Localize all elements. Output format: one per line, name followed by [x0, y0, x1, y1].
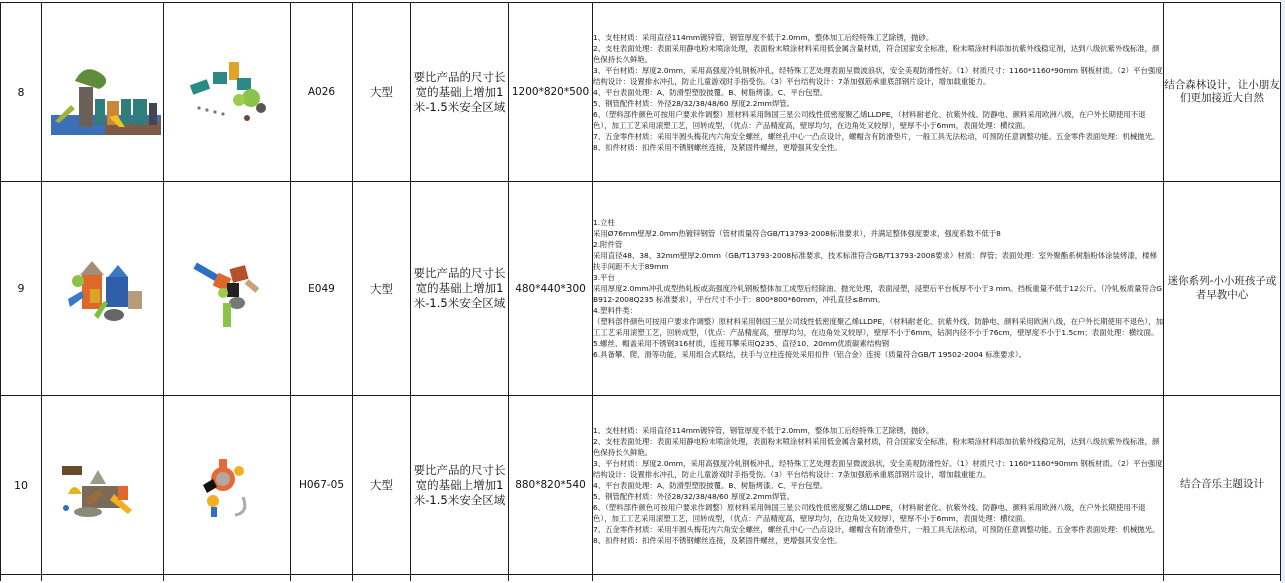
spec-line: 7、五金零件材质：采用半圆头梅花内六角安全螺丝，螺丝孔中心一凸点设计，螺帽含有防滑垫片，一般工具无法松动，可预防任意调整功能。五金零件表面处理：机械抛光。 — [593, 131, 1160, 141]
product-type: 大型 — [353, 396, 411, 575]
material-spec — [593, 182, 1164, 396]
spec-line: 3、平台材质：厚度2.0mm，采用高强度冷轧钢板冲孔，经特殊工艺处理表面呈微波浪状，安全美观防滑性好。（1）材质尺寸：1160*1160*90mm 钢板材质。（2）平台强度结构设计：设置排水冲孔，防止儿童游戏时手指受伤。（3）平台结构设计：7条加强筋承重底部钢片设计，增加载重能力。 — [593, 458, 1163, 479]
spec-line: 采用Ø76mm壁厚2.0mm热镀锌钢管（管材质量符合GB/T13793-2008标准要求），并满足整体强度要求，强度系数不低于8 — [593, 229, 1001, 238]
spec-line: 2.附件管 — [593, 240, 623, 249]
spec-line: 5、钢管配件材质：外径28/32/38/48/60 厚度2.2mm焊管。 — [593, 98, 795, 108]
spec-line: 5、钢管配件材质：外径28/32/38/48/60 厚度2.2mm焊管。 — [593, 491, 795, 501]
spec-line: 采用厚度2.0mm冲孔成型热轧板或高强度冷轧钢板整体加工成型后经除油、抛光处理，表面浸塑，浸塑后平台板厚不小于3 mm。挡板重量不低于12公斤。（冷轧板质量符合GB912-2008Q235 标准要求），平台尺寸不小于：800*800*60mm，冲孔直径≤8mm。 — [593, 284, 1162, 304]
spec-line: 8、扣件材质：扣件采用不锈钢螺丝连接，及紧固件螺丝，更增强其安全性。 — [593, 142, 842, 152]
material-spec — [593, 3, 1164, 182]
safety-area: 要比产品的尺寸长宽的基础上增加1米-1.5米安全区域 — [411, 3, 509, 182]
spec-line: 采用直径48、38、32mm壁厚2.0mm（GB/T13793-2008标准要求，技术标准符合GB/T13793-2008要求）材质：焊管；表面处理：室外聚酯系树脂粉体涂装烤漆，楼梯扶手间距不大于89mm — [593, 251, 1157, 271]
table-row — [1, 396, 1281, 575]
spec-line: 4、平台表面处理：A、防滑型塑胶披覆。B、树脂烤漆。C、平台包塑。 — [593, 87, 828, 97]
empty-cell — [353, 575, 411, 582]
product-code: A026 — [291, 3, 353, 182]
product-image-cell — [42, 182, 164, 396]
empty-cell — [509, 575, 593, 582]
product-code: E049 — [291, 182, 353, 396]
spec-line: 4、平台表面处理：A、防滑型塑胶披覆。B、树脂烤漆。C、平台包塑。 — [593, 480, 828, 490]
product-image-cell — [42, 3, 164, 182]
playground-render-image[interactable] — [58, 464, 148, 524]
product-plan-cell — [164, 182, 291, 396]
spec-line: 6、（塑料部件颜色可按用户要求作调整）原材料采用韩国三星公司线性低密度聚乙烯LLDPE，（材料耐老化、抗紫外线、防静电、颜料采用欧洲八级，在户外长期使用不退色），加工工艺采用滚塑工艺，回转成型，（优点：产品精度高，壁厚均匀，在边角处又较厚），壁厚不小于6mm，表面处理：横纹面。 — [593, 502, 1146, 523]
playground-render-image[interactable] — [45, 51, 161, 141]
spec-line: 2、支柱表面处理：表面采用静电粉末喷涂处理，表面粉末喷涂材料采用低金属含量材质，符合国家安全标准，粉末喷涂材料添加抗紫外线稳定剂，达到八级抗紫外线标准，颜色保持长久鲜艳。 — [593, 43, 1160, 64]
product-size: 480*440*300 — [509, 182, 593, 396]
playground-plan-image[interactable] — [197, 457, 257, 527]
empty-cell — [164, 575, 291, 582]
product-code: H067-05 — [291, 396, 353, 575]
empty-cell — [1, 575, 42, 582]
design-concept: 结合音乐主题设计 — [1164, 396, 1281, 575]
row-number: 8 — [1, 3, 42, 182]
spec-line: 6、（塑料部件颜色可按用户要求作调整）原材料采用韩国三星公司线性低密度聚乙烯LLDPE，（材料耐老化、抗紫外线、防静电、颜料采用欧洲八级，在户外长期使用不退色），加工工艺采用滚塑工艺，回转成型，（优点：产品精度高，壁厚均匀，在边角处又较厚），壁厚不小于6mm，表面处理：横纹面。 — [593, 109, 1146, 130]
design-concept: 迷你系列-小小班孩子或者早教中心 — [1164, 182, 1281, 396]
spec-line: 1、支柱材质：采用直径114mm镀锌管，钢管厚度不低于2.0mm，整体加工后经特殊工艺除锈，抛砂。 — [593, 32, 934, 42]
spec-line: 1、支柱材质：采用直径114mm镀锌管，钢管厚度不低于2.0mm，整体加工后经特殊工艺除锈，抛砂。 — [593, 425, 934, 435]
spec-line: 5.螺丝、帽盖采用不锈钢316材质，连接耳攀采用Q235、直径10、20mm优质碳素结构钢 — [593, 339, 890, 348]
safety-area: 要比产品的尺寸长宽的基础上增加1米-1.5米安全区域 — [411, 182, 509, 396]
product-spec-table — [0, 2, 1281, 581]
product-size: 880*820*540 — [509, 396, 593, 575]
row-number: 9 — [1, 182, 42, 396]
spec-line: 8、扣件材质：扣件采用不锈钢螺丝连接，及紧固件螺丝，更增强其安全性。 — [593, 535, 842, 545]
product-type: 大型 — [353, 3, 411, 182]
empty-cell — [1164, 575, 1281, 582]
table-row — [1, 182, 1281, 396]
empty-cell — [291, 575, 353, 582]
material-spec — [593, 396, 1164, 575]
product-plan-cell — [164, 396, 291, 575]
empty-cell — [593, 575, 1164, 582]
spec-line: 6.具备攀、爬、滑等功能，采用组合式联结，扶手与立柱连接处采用扣件（铝合金）连接（质量符合GB/T 19502-2004 标准要求）。 — [593, 350, 1026, 359]
spec-line: （塑料部件颜色可按用户要求作调整）原材料采用韩国三星公司线性低密度聚乙烯LLDPE，（材料耐老化、抗紫外线、防静电、颜料采用欧洲八级，在户外长期使用不退色），加工工艺采用滚塑工艺，回转成型，（优点：产品精度高，壁厚均匀，在边角处又较厚），壁厚不小于6mm，钻洞内径不小于76cm，壁厚度不小于1.5cm；表面处理：横纹面。 — [593, 317, 1163, 337]
spec-line: 1.立柱 — [593, 218, 615, 227]
safety-area: 要比产品的尺寸长宽的基础上增加1米-1.5米安全区域 — [411, 396, 509, 575]
table-row-partial — [1, 575, 1281, 582]
playground-plan-image[interactable] — [187, 253, 267, 333]
product-plan-cell — [164, 3, 291, 182]
playground-plan-image[interactable] — [177, 58, 277, 138]
spec-line: 3.平台 — [593, 273, 615, 282]
row-number: 10 — [1, 396, 42, 575]
spec-line: 4.塑料件类： — [593, 306, 638, 315]
empty-cell — [411, 575, 509, 582]
table-row — [1, 3, 1281, 182]
design-concept: 结合森林设计，让小朋友们更加接近大自然 — [1164, 3, 1281, 182]
playground-render-image[interactable] — [58, 255, 148, 335]
spec-line: 7、五金零件材质：采用半圆头梅花内六角安全螺丝，螺丝孔中心一凸点设计，螺帽含有防滑垫片，一般工具无法松动，可预防任意调整功能。五金零件表面处理：机械抛光。 — [593, 524, 1160, 534]
product-image-cell — [42, 396, 164, 575]
product-type: 大型 — [353, 182, 411, 396]
spec-line: 3、平台材质：厚度2.0mm，采用高强度冷轧钢板冲孔，经特殊工艺处理表面呈微波浪状，安全美观防滑性好。（1）材质尺寸：1160*1160*90mm 钢板材质。（2）平台强度结构设计：设置排水冲孔，防止儿童游戏时手指受伤。（3）平台结构设计：7条加强筋承重底部钢片设计，增加载重能力。 — [593, 65, 1163, 86]
empty-cell — [42, 575, 164, 582]
spec-line: 2、支柱表面处理：表面采用静电粉末喷涂处理，表面粉末喷涂材料采用低金属含量材质，符合国家安全标准，粉末喷涂材料添加抗紫外线稳定剂，达到八级抗紫外线标准，颜色保持长久鲜艳。 — [593, 436, 1160, 457]
product-size: 1200*820*500 — [509, 3, 593, 182]
